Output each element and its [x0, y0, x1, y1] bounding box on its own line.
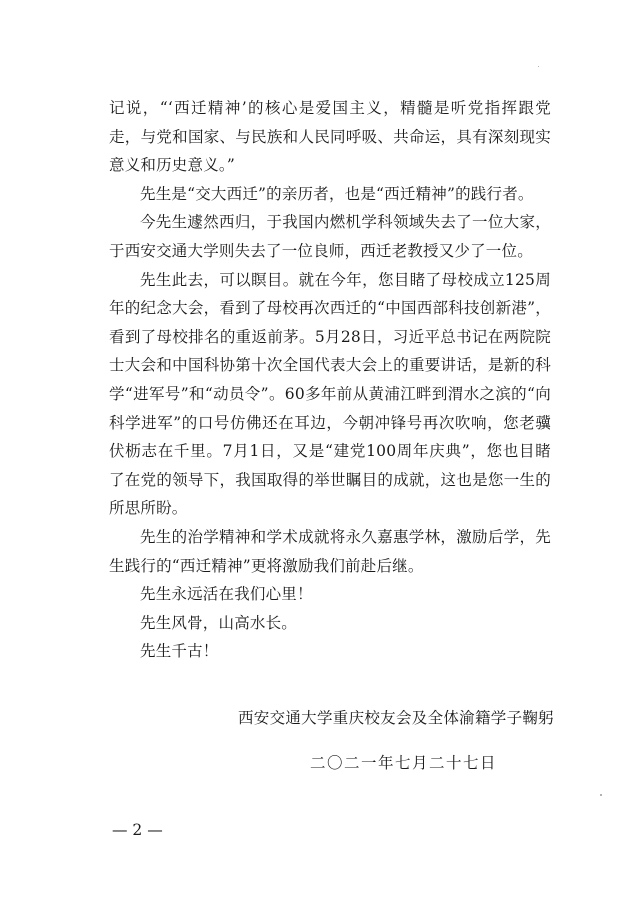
paragraph-5: 先生的治学精神和学术成就将永久嘉惠学林，激励后学，先生践行的“西迁精神”更将激励我们前赴后继。 [109, 527, 551, 575]
paragraph-2: 先生是“交大西迁”的亲历者，也是“西迁精神”的践行者。 [140, 184, 534, 203]
paragraph-4: 先生此去，可以瞑目。就在今年，您目睹了母校成立125周年的纪念大会，看到了母校再次西迁的“中国西部科技创新港”，看到了母校排名的重返前茅。5月28日，习近平总书记在两院院士大会和中国科协第十次全国代表大会上的重要讲话，是新的科学“进军号”和“动员令”。60多年前从黄浦江畔到渭水之滨的“向科学进军”的口号仿佛还在耳边，今朝冲锋号再次吹响，您老骥伏枥志在千里。7月1日，又是“建党100周年庆典”，您也目睹了在党的领导下，我国取得的举世瞩目的成就，这也是您一生的所思所盼。 [109, 270, 551, 518]
scan-speck [600, 794, 602, 796]
page-number: — 2 — [112, 821, 163, 839]
letter-body [109, 94, 551, 666]
paragraph-1: 记说，“‘西迁精神’的核心是爱国主义，精髓是听党指挥跟党走，与党和国家、与民族和人民同呼吸、共命运，具有深刻现实意义和历史意义。” [109, 99, 551, 175]
paragraph-8: 先生千古！ [140, 642, 219, 661]
paragraph-6: 先生永远活在我们心里！ [140, 585, 313, 604]
scan-speck [538, 66, 539, 67]
paragraph-7: 先生风骨，山高水长。 [140, 613, 298, 632]
date-line: 二〇二一年七月二十七日 [310, 754, 498, 772]
signature-line: 西安交通大学重庆校友会及全体渝籍学子鞠躬 [237, 709, 554, 727]
paragraph-3: 今先生遽然西归，于我国内燃机学科领域失去了一位大家，于西安交通大学则失去了一位良师，西迁老教授又少了一位。 [109, 213, 551, 260]
